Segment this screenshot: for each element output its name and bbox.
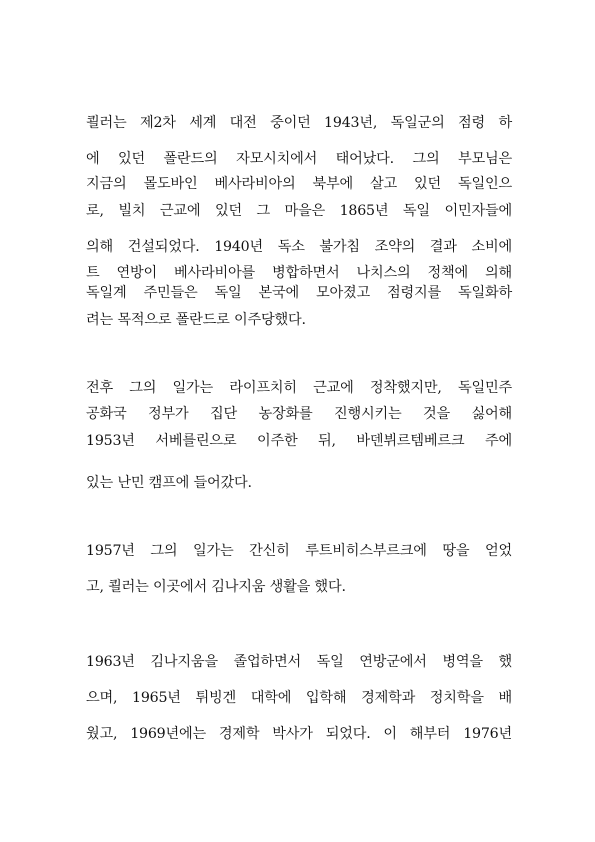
paragraph-2-line-2: 공화국 정부가 집단 농장화를 진행시키는 것을 싫어해 — [86, 406, 512, 422]
paragraph-1-line-5: 의해 건설되었다. 1940년 독소 불가침 조약의 결과 소비에 — [86, 239, 512, 255]
paragraph-1-line-6: 트 연방이 베사라비아를 병합하면서 나치스의 정책에 의해 — [86, 265, 512, 281]
paragraph-1-line-1: 쾰러는 제2차 세계 대전 중이던 1943년, 독일군의 점령 하 — [86, 115, 512, 131]
paragraph-1-line-8: 려는 목적으로 폴란드로 이주당했다. — [86, 312, 306, 328]
paragraph-2-line-4: 있는 난민 캠프에 들어갔다. — [86, 475, 252, 491]
paragraph-1-line-4: 로, 빌치 근교에 있던 그 마을은 1865년 독일 이민자들에 — [86, 203, 512, 219]
paragraph-1-line-3: 지금의 몰도바인 베사라비아의 북부에 살고 있던 독일인으 — [86, 176, 512, 192]
paragraph-3-line-2: 고, 쾰러는 이곳에서 김나지움 생활을 했다. — [86, 579, 346, 595]
paragraph-1-line-7: 독일계 주민들은 독일 본국에 모아졌고 점령지를 독일화하 — [86, 285, 512, 301]
paragraph-4-line-2: 으며, 1965년 튀빙겐 대학에 입학해 경제학과 정치학을 배 — [86, 690, 512, 706]
paragraph-1-line-2: 에 있던 폴란드의 자모시치에서 태어났다. 그의 부모님은 — [86, 151, 512, 167]
paragraph-3-line-1: 1957년 그의 일가는 간신히 루트비히스부르크에 땅을 얻었 — [86, 543, 512, 559]
paragraph-2-line-3: 1953년 서베를린으로 이주한 뒤, 바덴뷔르템베르크 주에 — [86, 433, 512, 449]
paragraph-4-line-1: 1963년 김나지움을 졸업하면서 독일 연방군에서 병역을 했 — [86, 654, 512, 670]
paragraph-4-line-3: 웠고, 1969년에는 경제학 박사가 되었다. 이 해부터 1976년 — [86, 726, 512, 742]
paragraph-2-line-1: 전후 그의 일가는 라이프치히 근교에 정착했지만, 독일민주 — [86, 380, 512, 396]
